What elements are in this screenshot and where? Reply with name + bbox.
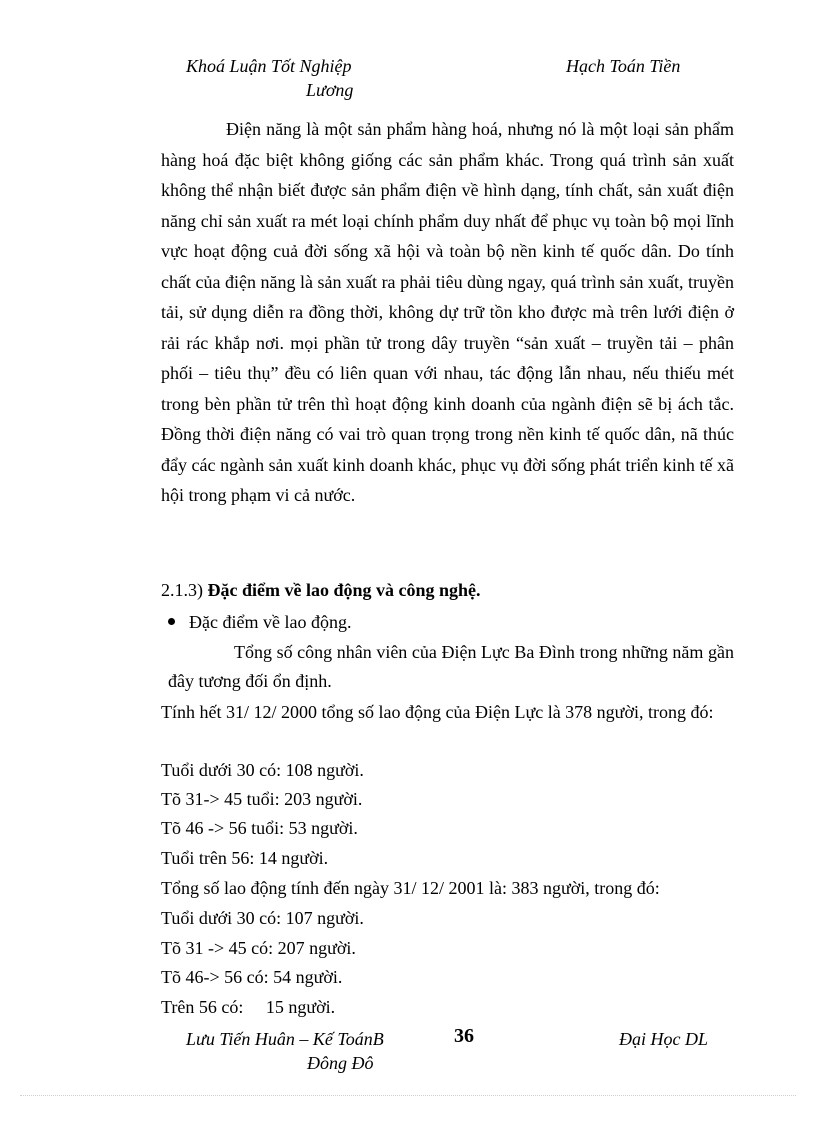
- list-line: Tõ 31 -> 45 có: 207 người.: [161, 938, 356, 958]
- footer-right: Đại Học DL: [619, 1029, 708, 1049]
- bullet-text: Đặc điểm về lao động.: [189, 612, 352, 632]
- list-line: Tõ 46 -> 56 tuổi: 53 người.: [161, 818, 358, 838]
- section-title: Đặc điểm về lao động và công nghệ.: [207, 580, 481, 600]
- list-line: Tuổi dưới 30 có: 107 người.: [161, 908, 364, 928]
- footer-left: [186, 1027, 426, 1075]
- list-line: Tuổi trên 56: 14 người.: [161, 848, 329, 868]
- body-paragraph-2: Tổng số công nhân viên của Điện Lực Ba Đình trong những năm gần đây tương đối ổn định.: [168, 642, 734, 691]
- footer-left-line1: Lưu Tiến Huân – Kế ToánB: [186, 1029, 384, 1049]
- bullet-item: [168, 609, 351, 635]
- list-line: Tổng số lao động tính đến ngày 31/ 12/ 2001 là: 383 người, trong đó:: [161, 878, 660, 898]
- header-left: [186, 54, 386, 102]
- page-number: 36: [454, 1025, 474, 1047]
- header-right: Hạch Toán Tiền: [566, 56, 681, 76]
- list-line: Tuổi dưới 30 có: 108 người.: [161, 760, 364, 780]
- body-paragraph-1: Điện năng là một sản phẩm hàng hoá, nhưng nó là một loại sản phẩm hàng hoá đặc biệt không giống các sản phẩm khác. Trong quá trình sản xuất không thể nhận biết được sản phẩm điện về hình dạng, tính chất, sản xuất điện năng chỉ sản xuất ra mét loại chính phẩm duy nhất để phục vụ toàn bộ mọi lĩnh vực hoạt động cuả đời sống xã hội và toàn bộ nền kinh tế quốc dân. Do tính chất của điện năng là sản xuất ra phải tiêu dùng ngay, quá trình sản xuất, truyền tải, sử dụng diễn ra đồng thời, không dự trữ tồn kho được mà trên lưới điện ở rải rác khắp nơi. mọi phần tử trong dây truyền “sản xuất – truyền tải – phân phối – tiêu thụ” đều có liên quan với nhau, tác động lẫn nhau, nếu thiếu mét trong bèn phần tử trên thì hoạt động kinh doanh của ngành điện sẽ bị ách tắc. Đồng thời điện năng có vai trò quan trọng trong nền kinh tế quốc dân, nã thúc đẩy các ngành sản xuất kinh doanh khác, phục vụ đời sống phát triển kinh tế xã hội trong phạm vi cả nước.: [161, 119, 734, 505]
- list-line: Trên 56 có: 15 người.: [161, 997, 336, 1017]
- footer-left-line2: Đông Đô: [307, 1053, 374, 1073]
- body-paragraph-3: Tính hết 31/ 12/ 2000 tổng số lao động của Điện Lực là 378 người, trong đó:: [161, 702, 714, 722]
- bottom-dotted-divider: [20, 1095, 796, 1096]
- list-line: Tõ 46-> 56 có: 54 người.: [161, 967, 343, 987]
- list-line: Tõ 31-> 45 tuổi: 203 người.: [161, 789, 363, 809]
- header-left-line2: Lương: [306, 80, 354, 100]
- bullet-dot-icon: [168, 618, 175, 625]
- header-left-line1: Khoá Luận Tốt Nghiệp: [186, 56, 352, 76]
- section-heading: [161, 577, 481, 603]
- section-number: 2.1.3): [161, 580, 203, 600]
